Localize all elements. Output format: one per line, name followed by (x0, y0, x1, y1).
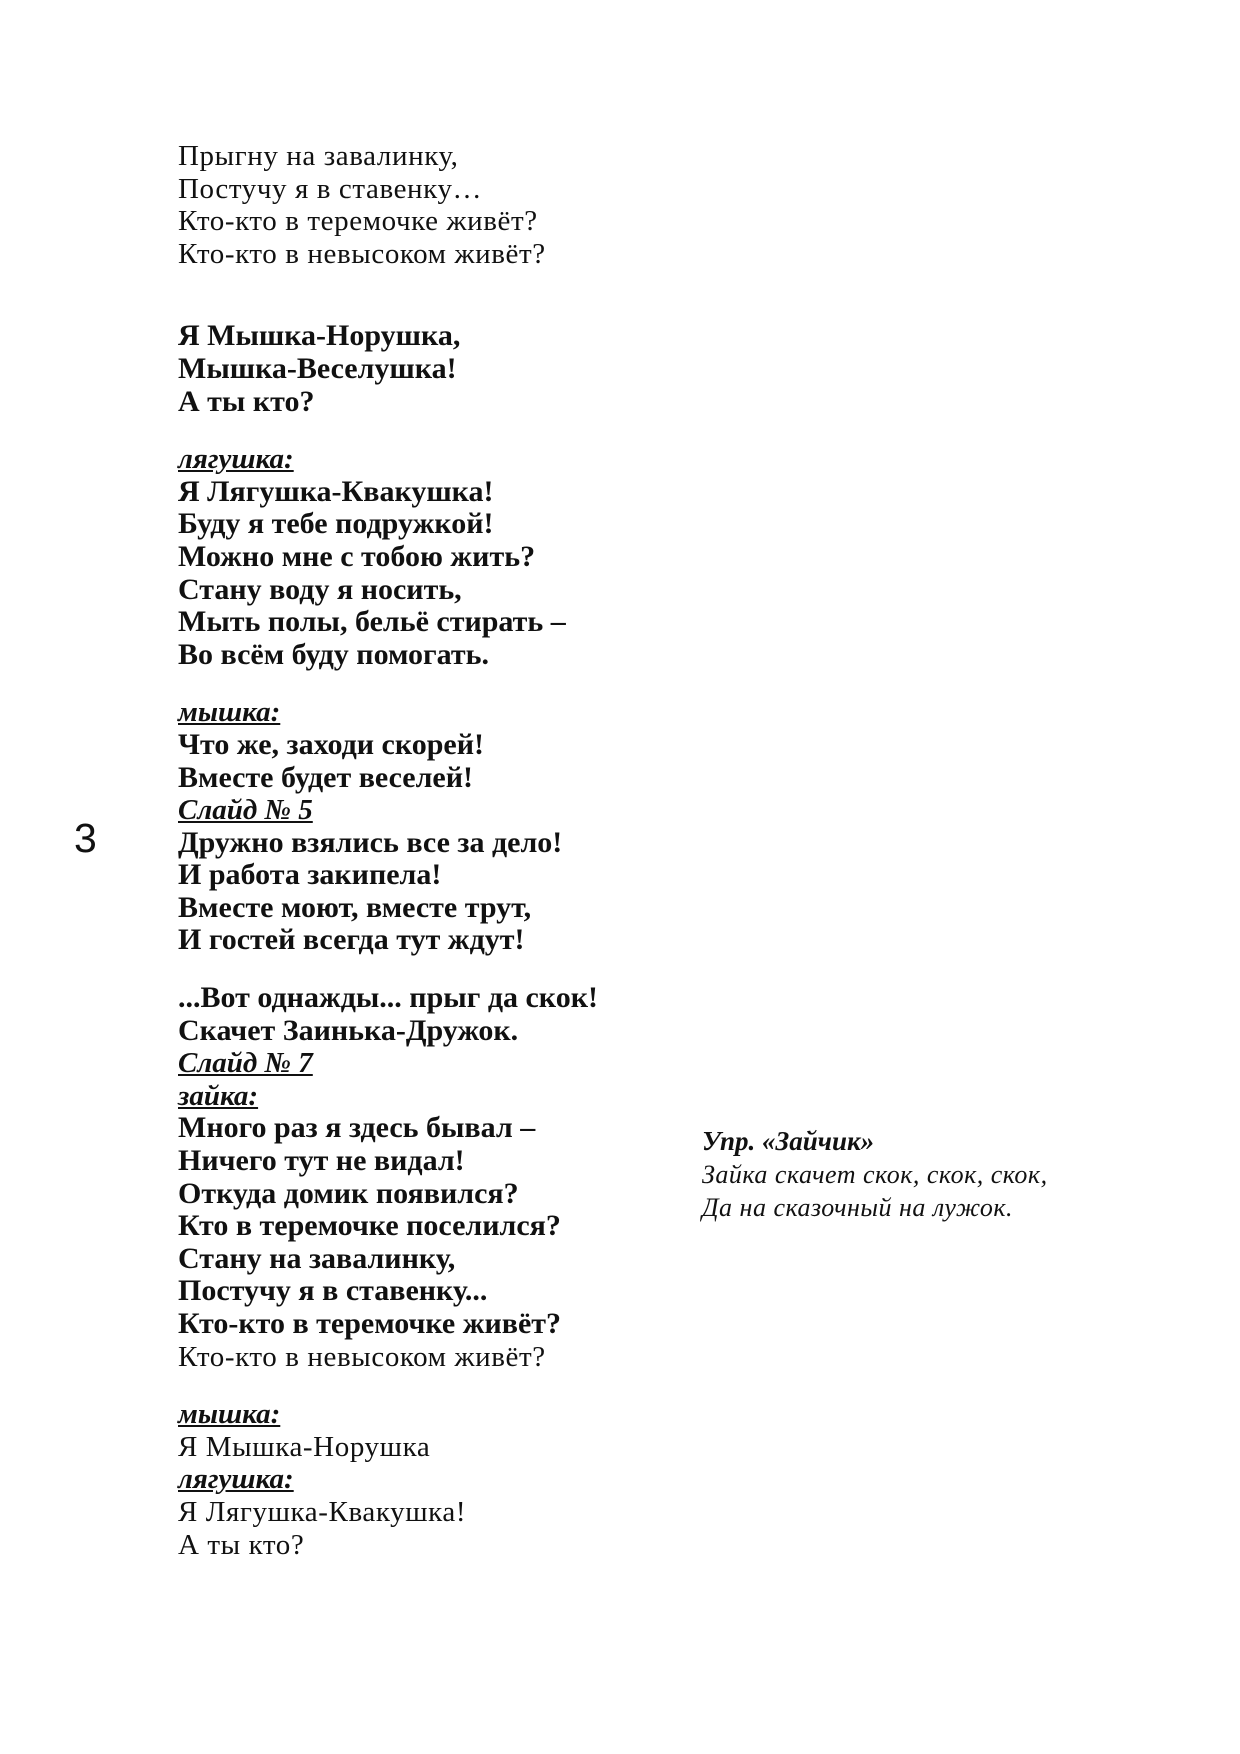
text-line: Я Мышка-Норушка (178, 1430, 431, 1463)
stanza-2 (178, 320, 738, 418)
text-line: Что же, заходи скорей! (178, 727, 485, 761)
text-line: Кто-кто в теремочке живёт? (178, 1307, 562, 1340)
text-line: Стану на завалинку, (178, 1241, 456, 1275)
frog-block (178, 443, 738, 671)
text-line: Дружно взялись все за дело! (178, 825, 563, 859)
text-line: Я Мышка-Норушка, (178, 319, 461, 353)
exercise-line: Зайка скачет скок, скок, скок, (702, 1160, 1048, 1189)
text-line: Можно мне с тобою жить? (178, 539, 536, 573)
text-line: Кто-кто в невысоком живёт? (178, 237, 546, 270)
text-line: Постучу я в ставенку… (178, 172, 483, 205)
hare-intro (178, 982, 738, 1047)
text-line: Стану воду я носить, (178, 572, 462, 606)
text-line: Мышка-Веселушка! (178, 351, 457, 385)
text-line: Я Лягушка-Квакушка! (178, 474, 494, 508)
role-label-mouse: мышка: (178, 1398, 281, 1431)
text-line: Кто-кто в невысоком живёт? (178, 1340, 546, 1373)
text-line: ...Вот однажды... прыг да скок! (178, 981, 598, 1015)
text-line: Много раз я здесь бывал – (178, 1111, 536, 1145)
role-label-hare: зайка: (178, 1079, 259, 1112)
role-label-frog: лягушка: (178, 1463, 294, 1496)
text-line: Кто в теремочке поселился? (178, 1209, 561, 1243)
text-line: Прыгну на завалинку, (178, 140, 459, 172)
exercise-line: Да на сказочный на лужок. (702, 1193, 1014, 1222)
exercise-note (702, 1125, 1048, 1224)
page-number: 3 (74, 815, 97, 861)
text-line: Откуда домик появился? (178, 1176, 519, 1210)
role-label-mouse: мышка: (178, 696, 281, 729)
stanza-1 (178, 140, 738, 270)
slide-7-block (178, 1047, 738, 1373)
text-line: Кто-кто в теремочке живёт? (178, 205, 538, 238)
text-line: Скачет Заинька-Дружок. (178, 1013, 519, 1047)
slide-5-block (178, 794, 738, 957)
text-line: Я Лягушка-Квакушка! (178, 1495, 467, 1528)
slide-7-label: Слайд № 7 (178, 1047, 313, 1080)
text-line: Буду я тебе подружкой! (178, 507, 494, 541)
poem-column (178, 140, 738, 1561)
text-line: А ты кто? (178, 384, 315, 418)
text-line: Вместе будет веселей! (178, 760, 473, 794)
text-line: И гостей всегда тут ждут! (178, 923, 525, 957)
final-block (178, 1398, 738, 1561)
exercise-title: Упр. «Зайчик» (702, 1126, 875, 1156)
text-line: Вместе моют, вместе трут, (178, 890, 532, 924)
text-line: Во всём буду помогать. (178, 637, 489, 671)
role-label-frog: лягушка: (178, 443, 294, 476)
text-line: Ничего тут не видал! (178, 1144, 465, 1178)
mouse-block (178, 696, 738, 794)
text-line: А ты кто? (178, 1528, 305, 1561)
text-line: Постучу я в ставенку... (178, 1274, 488, 1308)
text-line: Мыть полы, бельё стирать – (178, 605, 566, 639)
slide-5-label: Слайд № 5 (178, 794, 313, 827)
text-line: И работа закипела! (178, 858, 442, 892)
